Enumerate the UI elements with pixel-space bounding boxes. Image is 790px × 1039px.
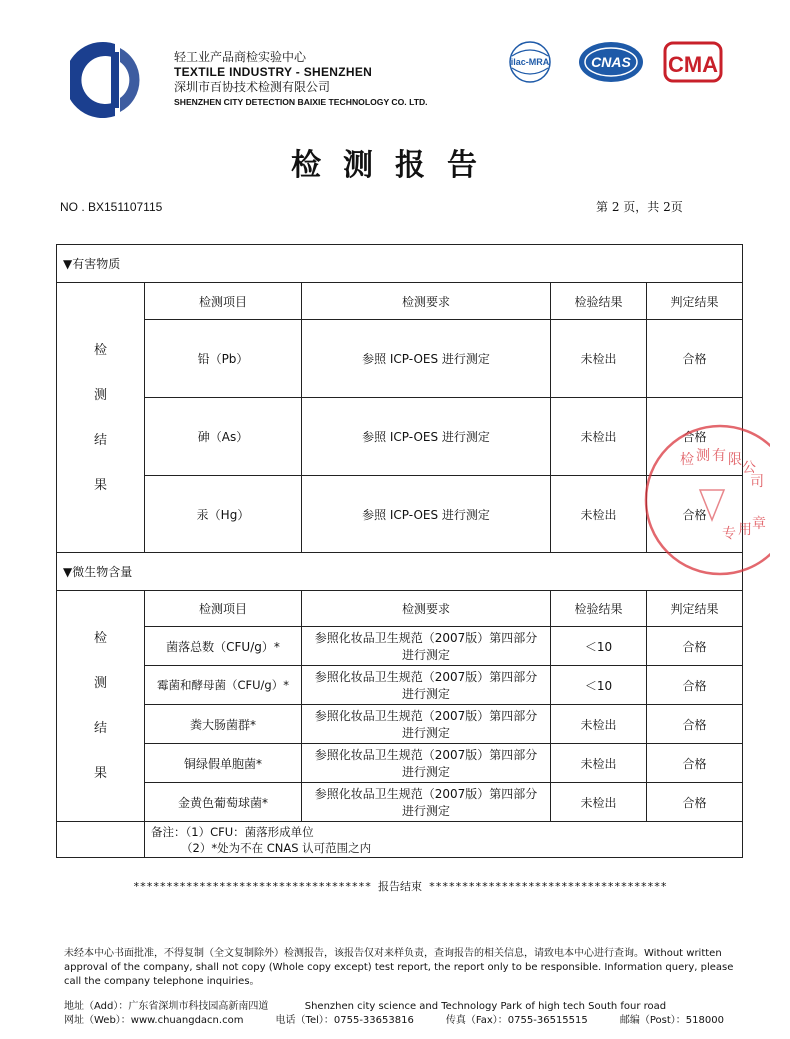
cell-verdict: 合格 xyxy=(647,666,743,705)
website: 网址（Web）：www.chuangdacn.com xyxy=(64,1015,244,1026)
svg-text:司: 司 xyxy=(750,474,764,490)
cell-verdict: 合格 xyxy=(647,627,743,666)
org-name-en: TEXTILE INDUSTRY - SHENZHEN xyxy=(174,65,373,79)
cell-item: 金黄色葡萄球菌* xyxy=(145,783,302,822)
cell-result: ＜10 xyxy=(551,666,647,705)
cell-verdict: 合格 xyxy=(647,783,743,822)
cma-text: CMA xyxy=(667,52,719,77)
col-header-requirement: 检测要求 xyxy=(302,283,551,320)
svg-text:专: 专 xyxy=(722,526,736,542)
cell-requirement: 参照化妆品卫生规范（2007版）第四部分 进行测定 xyxy=(302,666,551,705)
cma-logo xyxy=(662,40,724,84)
cnas-logo xyxy=(577,40,645,84)
svg-text:测: 测 xyxy=(696,448,710,464)
cell-verdict: 合格 xyxy=(647,398,743,476)
notes xyxy=(145,822,743,858)
cell-result: 未检出 xyxy=(551,398,647,476)
footer-disclaimer: 未经本中心书面批准，不得复制（全文复制除外）检测报告，该报告仅对来样负责，查询报告的相关信息，请致电本中心进行查询。Without written approval of the company, shall not copy (Whole copy except) test report, the report only to be responsible. Information query, please call the company telephone inquiries。 xyxy=(64,948,734,987)
microbial-side-label: 检 测 结 果 xyxy=(57,591,145,822)
cell-verdict: 合格 xyxy=(647,705,743,744)
microbial-table xyxy=(56,552,743,858)
organization-block xyxy=(174,50,428,110)
svg-text:检: 检 xyxy=(680,452,694,468)
ilac-mra-logo xyxy=(500,40,560,84)
col-header-result: 检验结果 xyxy=(551,591,647,627)
table-row xyxy=(57,627,743,666)
address-cn: 地址（Add）：广东省深圳市科技园高新南四道 xyxy=(64,1001,269,1012)
cell-requirement: 参照化妆品卫生规范（2007版）第四部分 进行测定 xyxy=(302,783,551,822)
cell-item: 汞（Hg） xyxy=(145,476,302,553)
report-title: 检测报告 xyxy=(291,148,499,183)
svg-text:章: 章 xyxy=(752,516,766,532)
address-en: Shenzhen city science and Technology Park of high tech South four road xyxy=(304,1001,667,1012)
col-header-verdict: 判定结果 xyxy=(647,591,743,627)
cell-requirement: 参照 ICP-OES 进行测定 xyxy=(302,476,551,553)
postcode: 邮编（Post）：518000 xyxy=(619,1015,724,1026)
col-header-result: 检验结果 xyxy=(551,283,647,320)
company-name-en: SHENZHEN CITY DETECTION BAIXIE TECHNOLOGY CO. LTD. xyxy=(174,97,428,107)
cell-item: 菌落总数（CFU/g）* xyxy=(145,627,302,666)
table-row xyxy=(57,744,743,783)
cell-result: 未检出 xyxy=(551,320,647,398)
org-name-cn: 轻工业产品商检实验中心 xyxy=(174,50,307,64)
ilac-mra-text: ilac-MRA xyxy=(510,57,550,67)
cell-result: 未检出 xyxy=(551,744,647,783)
table-row xyxy=(57,783,743,822)
cell-requirement: 参照化妆品卫生规范（2007版）第四部分 进行测定 xyxy=(302,627,551,666)
company-name-cn: 深圳市百协技术检测有限公司 xyxy=(174,80,331,94)
cell-item: 铅（Pb） xyxy=(145,320,302,398)
svg-text:限: 限 xyxy=(728,452,742,468)
harmful-section-title: ▼有害物质 xyxy=(57,245,743,283)
cell-verdict: 合格 xyxy=(647,320,743,398)
table-row xyxy=(57,320,743,398)
cell-result: 未检出 xyxy=(551,476,647,553)
note-2: （2）*处为不在 CNAS 认可范围之内 xyxy=(181,840,372,855)
cell-requirement: 参照 ICP-OES 进行测定 xyxy=(302,398,551,476)
svg-text:有: 有 xyxy=(712,448,726,464)
cell-requirement: 参照化妆品卫生规范（2007版）第四部分 进行测定 xyxy=(302,744,551,783)
telephone: 电话（Tel）：0755-33653816 xyxy=(275,1015,414,1026)
cell-item: 霉菌和酵母菌（CFU/g）* xyxy=(145,666,302,705)
cell-item: 砷（As） xyxy=(145,398,302,476)
cell-result: 未检出 xyxy=(551,783,647,822)
cell-result: ＜10 xyxy=(551,627,647,666)
cell-requirement: 参照 ICP-OES 进行测定 xyxy=(302,320,551,398)
cell-result: 未检出 xyxy=(551,705,647,744)
microbial-section-title: ▼微生物含量 xyxy=(57,553,743,591)
footer-contact xyxy=(64,1000,744,1028)
col-header-item: 检测项目 xyxy=(145,283,302,320)
col-header-item: 检测项目 xyxy=(145,591,302,627)
center-logo xyxy=(70,40,160,120)
cell-item: 粪大肠菌群* xyxy=(145,705,302,744)
report-end-line: ************************************ 报告结束 ************************************ xyxy=(132,880,668,893)
cnas-text: CNAS xyxy=(591,54,631,70)
table-row xyxy=(57,666,743,705)
report-number: NO . BX151107115 xyxy=(60,200,163,214)
col-header-verdict: 判定结果 xyxy=(647,283,743,320)
col-header-requirement: 检测要求 xyxy=(302,591,551,627)
cell-verdict: 合格 xyxy=(647,476,743,553)
cell-requirement: 参照化妆品卫生规范（2007版）第四部分 进行测定 xyxy=(302,705,551,744)
harmful-side-label: 检 测 结 果 xyxy=(57,283,145,553)
company-seal xyxy=(640,420,770,580)
svg-text:用: 用 xyxy=(738,522,752,538)
svg-text:公: 公 xyxy=(742,460,756,476)
note-1: 备注：（1）CFU：菌落形成单位 xyxy=(151,824,314,839)
fax: 传真（Fax）：0755-36515515 xyxy=(445,1015,588,1026)
table-row xyxy=(57,705,743,744)
page-info: 第 2 页，共 2页 xyxy=(596,200,683,214)
cell-verdict: 合格 xyxy=(647,744,743,783)
cell-item: 铜绿假单胞菌* xyxy=(145,744,302,783)
